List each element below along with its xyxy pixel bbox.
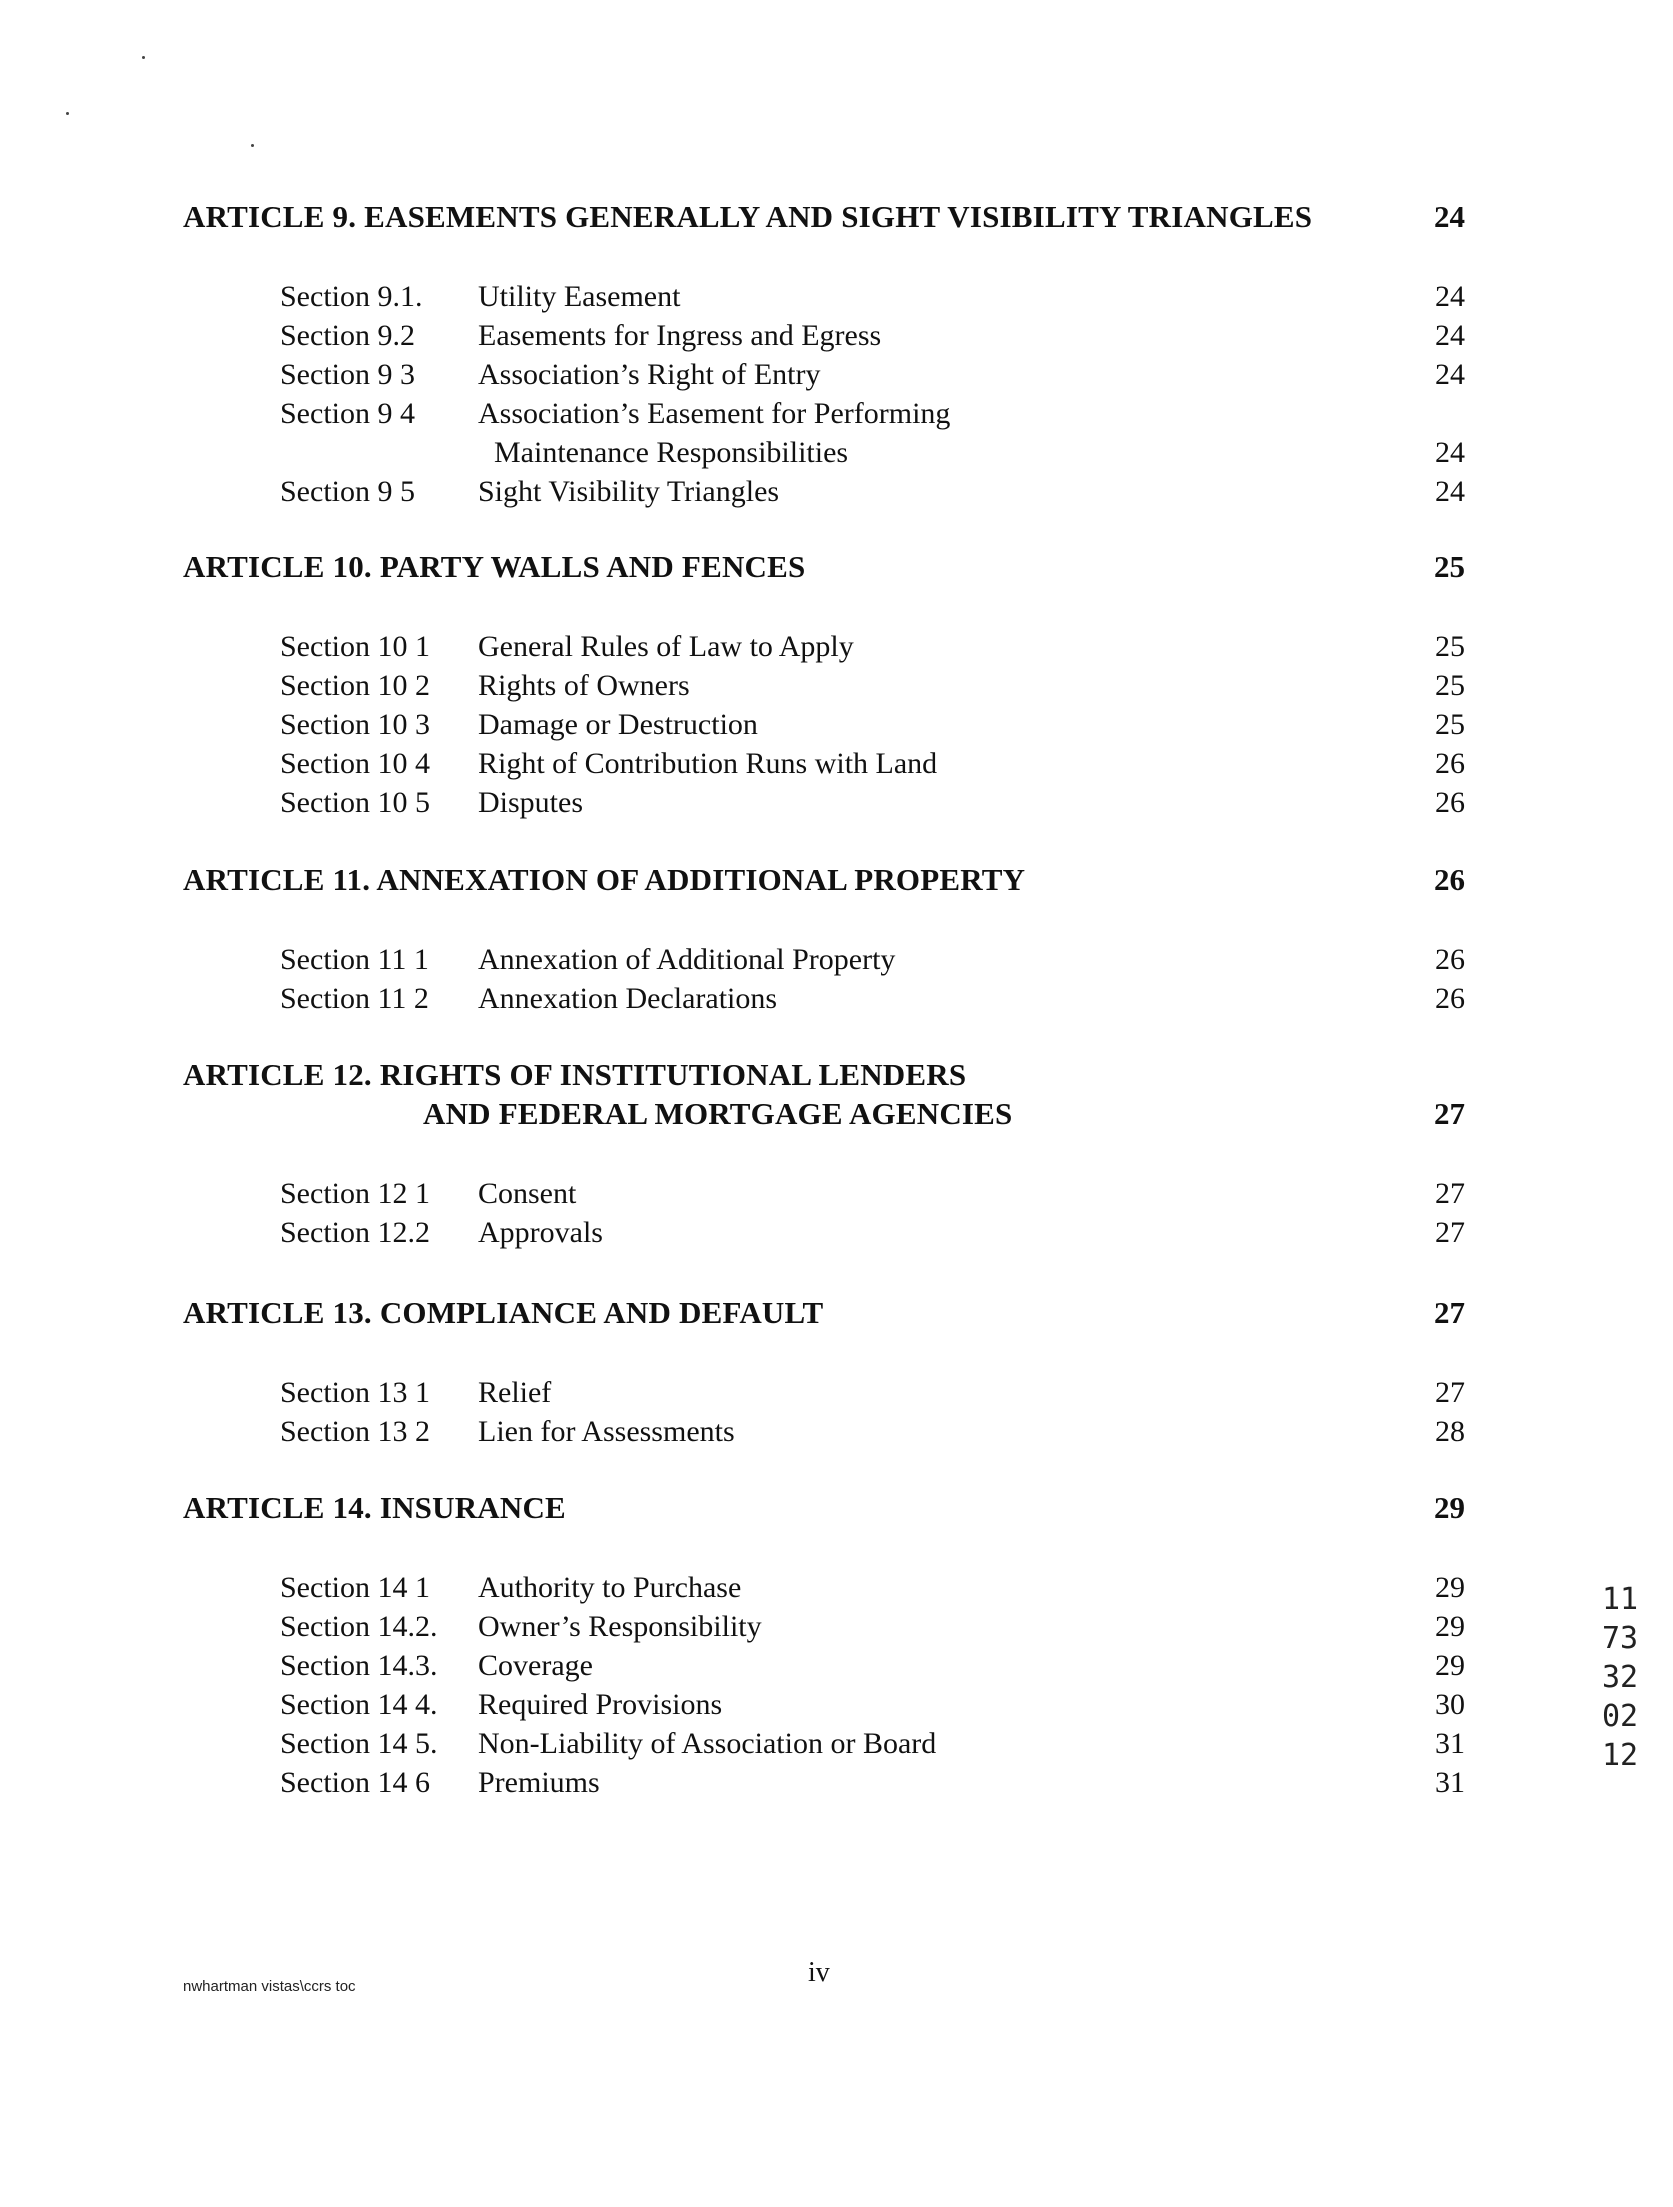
- section-page-number: 27: [1435, 1216, 1465, 1249]
- toc-section-row: [0, 1412, 1673, 1451]
- toc-section-row: [0, 979, 1673, 1018]
- section-title: Non-Liability of Association or Board: [478, 1727, 937, 1760]
- footer-page-number: iv: [808, 1957, 830, 1988]
- section-page-number: 29: [1435, 1610, 1465, 1643]
- toc-section-row: [0, 277, 1673, 316]
- section-page-number: 25: [1435, 630, 1465, 663]
- article-heading: [183, 1293, 1463, 1332]
- section-title-block: [478, 744, 937, 783]
- article-title: ARTICLE 10. PARTY WALLS AND FENCES: [183, 549, 806, 584]
- section-page-number: 27: [1435, 1177, 1465, 1210]
- section-page-number: 27: [1435, 1376, 1465, 1409]
- toc-section-row: [0, 940, 1673, 979]
- article-page-number: 25: [1434, 549, 1465, 584]
- section-title-block: [478, 277, 680, 316]
- section-page-number: 26: [1435, 943, 1465, 976]
- section-title-block: [478, 355, 820, 394]
- section-page-number: 24: [1435, 280, 1465, 313]
- section-number: Section 12 1: [280, 1177, 430, 1210]
- section-title-block: [478, 1213, 603, 1252]
- section-title-block: [478, 394, 950, 472]
- article-page-number: 27: [1434, 1295, 1465, 1330]
- article-heading: [183, 1055, 1463, 1133]
- article-heading: [183, 860, 1463, 899]
- toc-section-row: [0, 472, 1673, 511]
- scan-speck: [251, 144, 254, 147]
- article-title: ARTICLE 14. INSURANCE: [183, 1490, 566, 1525]
- section-number: Section 14.2.: [280, 1610, 438, 1643]
- toc-section-row: [0, 1174, 1673, 1213]
- section-page-number: 26: [1435, 982, 1465, 1015]
- section-page-number: 24: [1435, 319, 1465, 352]
- section-title: Annexation Declarations: [478, 982, 778, 1015]
- section-title: Lien for Assessments: [478, 1415, 735, 1448]
- article-title: ARTICLE 11. ANNEXATION OF ADDITIONAL PROPERTY: [183, 862, 1026, 897]
- section-number: Section 10 3: [280, 708, 430, 741]
- toc-section-row: [0, 1646, 1673, 1685]
- article-title: ARTICLE 13. COMPLIANCE AND DEFAULT: [183, 1295, 824, 1330]
- section-page-number: 31: [1435, 1766, 1465, 1799]
- toc-section-row: [0, 1724, 1673, 1763]
- section-title-block: [478, 316, 881, 355]
- section-title-block: [478, 1763, 600, 1802]
- document-number-stamp: 1173320212: [1601, 1582, 1639, 1773]
- section-number: Section 14.3.: [280, 1649, 438, 1682]
- article-heading: [183, 1488, 1463, 1527]
- toc-section-row: [0, 316, 1673, 355]
- section-title: Premiums: [478, 1766, 600, 1799]
- section-title: Authority to Purchase: [478, 1571, 742, 1604]
- section-title-block: [478, 783, 583, 822]
- section-number: Section 9.2: [280, 319, 415, 352]
- section-title-block: [478, 1174, 576, 1213]
- section-page-number: 26: [1435, 747, 1465, 780]
- toc-section-row: [0, 394, 1673, 469]
- section-title: Sight Visibility Triangles: [478, 475, 780, 508]
- section-title: Disputes: [478, 786, 583, 819]
- section-title-block: [478, 705, 758, 744]
- section-title: Coverage: [478, 1649, 593, 1682]
- section-title: Damage or Destruction: [478, 708, 758, 741]
- toc-section-row: [0, 1763, 1673, 1802]
- section-title: Easements for Ingress and Egress: [478, 319, 882, 352]
- article-page-number: 24: [1434, 199, 1465, 234]
- section-title: Association’s Right of Entry: [478, 358, 821, 391]
- article-heading: [183, 197, 1463, 236]
- section-title: Association’s Easement for Performing: [478, 397, 951, 430]
- section-title-block: [478, 1685, 722, 1724]
- section-number: Section 14 1: [280, 1571, 430, 1604]
- section-title: Rights of Owners: [478, 669, 690, 702]
- section-title-continued: Maintenance Responsibilities: [494, 436, 849, 469]
- article-title: ARTICLE 12. RIGHTS OF INSTITUTIONAL LENDERS: [183, 1057, 967, 1092]
- section-page-number: 29: [1435, 1649, 1465, 1682]
- toc-section-row: [0, 705, 1673, 744]
- section-number: Section 14 4.: [280, 1688, 438, 1721]
- section-number: Section 10 1: [280, 630, 430, 663]
- section-title: Owner’s Responsibility: [478, 1610, 762, 1643]
- section-title: Relief: [478, 1376, 552, 1409]
- toc-section-row: [0, 744, 1673, 783]
- section-number: Section 11 2: [280, 982, 429, 1015]
- toc-section-row: [0, 1685, 1673, 1724]
- section-page-number: 29: [1435, 1571, 1465, 1604]
- section-page-number: 30: [1435, 1688, 1465, 1721]
- section-title-block: [478, 940, 895, 979]
- section-page-number: 24: [1435, 358, 1465, 391]
- section-page-number: 25: [1435, 708, 1465, 741]
- section-title: Annexation of Additional Property: [478, 943, 896, 976]
- scan-speck: [66, 112, 69, 115]
- article-page-number: 29: [1434, 1490, 1465, 1525]
- section-title-block: [478, 1646, 593, 1685]
- toc-section-row: [0, 1213, 1673, 1252]
- toc-section-row: [0, 666, 1673, 705]
- section-title: Utility Easement: [478, 280, 681, 313]
- section-number: Section 13 1: [280, 1376, 430, 1409]
- article-title: ARTICLE 9. EASEMENTS GENERALLY AND SIGHT VISIBILITY TRIANGLES: [183, 199, 1313, 234]
- section-page-number: 24: [1435, 436, 1465, 469]
- footer-file-path: nwhartman vistas\ccrs toc: [183, 1978, 356, 1995]
- section-title-block: [478, 1412, 735, 1451]
- section-title-block: [478, 1373, 551, 1412]
- section-title: General Rules of Law to Apply: [478, 630, 854, 663]
- section-page-number: 24: [1435, 475, 1465, 508]
- section-number: Section 10 4: [280, 747, 430, 780]
- article-page-number: 27: [1434, 1096, 1465, 1131]
- section-page-number: 28: [1435, 1415, 1465, 1448]
- section-page-number: 26: [1435, 786, 1465, 819]
- section-title-block: [478, 472, 779, 511]
- toc-section-row: [0, 355, 1673, 394]
- section-number: Section 14 6: [280, 1766, 430, 1799]
- toc-section-row: [0, 1607, 1673, 1646]
- toc-section-row: [0, 1568, 1673, 1607]
- toc-section-row: [0, 627, 1673, 666]
- section-title-block: [478, 666, 690, 705]
- section-title: Right of Contribution Runs with Land: [478, 747, 938, 780]
- section-number: Section 9.1.: [280, 280, 423, 313]
- section-number: Section 10 2: [280, 669, 430, 702]
- scan-speck: [142, 56, 145, 59]
- article-heading: [183, 547, 1463, 586]
- section-number: Section 11 1: [280, 943, 429, 976]
- section-number: Section 12.2: [280, 1216, 430, 1249]
- section-title-block: [478, 627, 854, 666]
- section-title-block: [478, 1568, 741, 1607]
- section-number: Section 9 3: [280, 358, 415, 391]
- section-number: Section 9 4: [280, 397, 415, 430]
- article-page-number: 26: [1434, 862, 1465, 897]
- article-title-continued: AND FEDERAL MORTGAGE AGENCIES: [423, 1096, 1013, 1131]
- section-title: Required Provisions: [478, 1688, 723, 1721]
- toc-section-row: [0, 783, 1673, 822]
- section-title-block: [478, 1607, 762, 1646]
- section-title-block: [478, 979, 777, 1018]
- section-number: Section 13 2: [280, 1415, 430, 1448]
- toc-section-row: [0, 1373, 1673, 1412]
- section-title-block: [478, 1724, 936, 1763]
- section-number: Section 9 5: [280, 475, 415, 508]
- section-title: Approvals: [478, 1216, 603, 1249]
- section-number: Section 14 5.: [280, 1727, 438, 1760]
- section-number: Section 10 5: [280, 786, 430, 819]
- section-page-number: 31: [1435, 1727, 1465, 1760]
- section-page-number: 25: [1435, 669, 1465, 702]
- section-title: Consent: [478, 1177, 577, 1210]
